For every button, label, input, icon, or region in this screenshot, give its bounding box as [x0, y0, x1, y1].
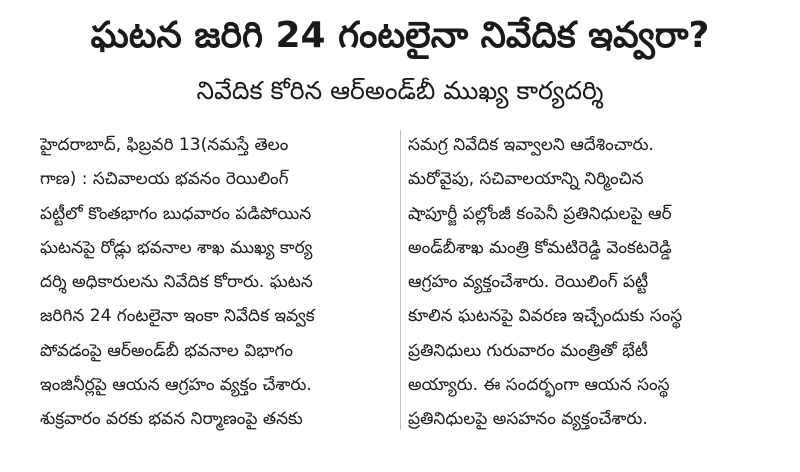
body-line: శుక్రవారం వరకు భవన నిర్మాణంపై తనకు — [40, 409, 303, 430]
body-line: గాణ) : సచివాలయ భవనం రెయిలింగ్‌ — [40, 169, 289, 190]
article-column-left — [40, 128, 400, 437]
article-column-right — [408, 128, 788, 437]
subheadline: నివేదిక కోరిన ఆర్‌అండ్‌బీ ముఖ్య కార్యదర్శి — [196, 76, 604, 105]
headline: ఘటన జరిగి 24 గంటలైనా నివేదిక ఇవ్వరా? — [90, 15, 710, 56]
column-divider — [400, 130, 401, 430]
body-line: కూలిన ఘటనపై వివరణ ఇచ్చేందుకు సంస్థ — [408, 306, 683, 327]
body-line: సమగ్ర నివేదిక ఇవ్వాలని ఆదేశించారు. — [408, 135, 654, 155]
body-line: ఇంజినీర్లపై ఆయన ఆగ్రహం వ్యక్తం చేశారు. — [40, 375, 312, 396]
body-line: హైదరాబాద్‌, ఫిబ్రవరి 13(నమస్తే తెలం — [40, 135, 289, 155]
body-line: ఘటనపై రోడ్లు భవనాల శాఖ ముఖ్య కార్య — [40, 237, 313, 258]
body-line: జరిగిన 24 గంటలైనా ఇంకా నివేదిక ఇవ్వక — [40, 306, 315, 327]
body-line: ప్రతినిధులు గురువారం మంత్రితో భేటీ — [408, 340, 648, 361]
body-line: మరోవైపు, సచివాలయాన్ని నిర్మించిన — [408, 169, 644, 190]
body-line: అండ్‌బీశాఖ మంత్రి కోమటిరెడ్డి వెంకటరెడ్డి — [408, 237, 672, 258]
body-line: ప్రతినిధులపై అసహనం వ్యక్తంచేశారు. — [408, 409, 648, 430]
body-line: అయ్యారు. ఈ సందర్భంగా ఆయన సంస్థ — [408, 375, 670, 396]
body-line: షాపూర్జీ పల్లోంజీ కంపెనీ ప్రతినిధులపై ఆర్‌ — [408, 203, 672, 224]
body-line: దర్శి అధికారులను నివేదిక కోరారు. ఘటన — [40, 272, 313, 293]
body-line: పట్టీలో కొంతభాగం బుధవారం పడిపోయిన — [40, 203, 312, 224]
body-line: ఆగ్రహం వ్యక్తంచేశారు. రెయిలింగ్‌ పట్టీ — [408, 272, 649, 293]
body-line: పోవడంపై ఆర్‌అండ్‌బీ భవనాల విభాగం — [40, 340, 294, 361]
